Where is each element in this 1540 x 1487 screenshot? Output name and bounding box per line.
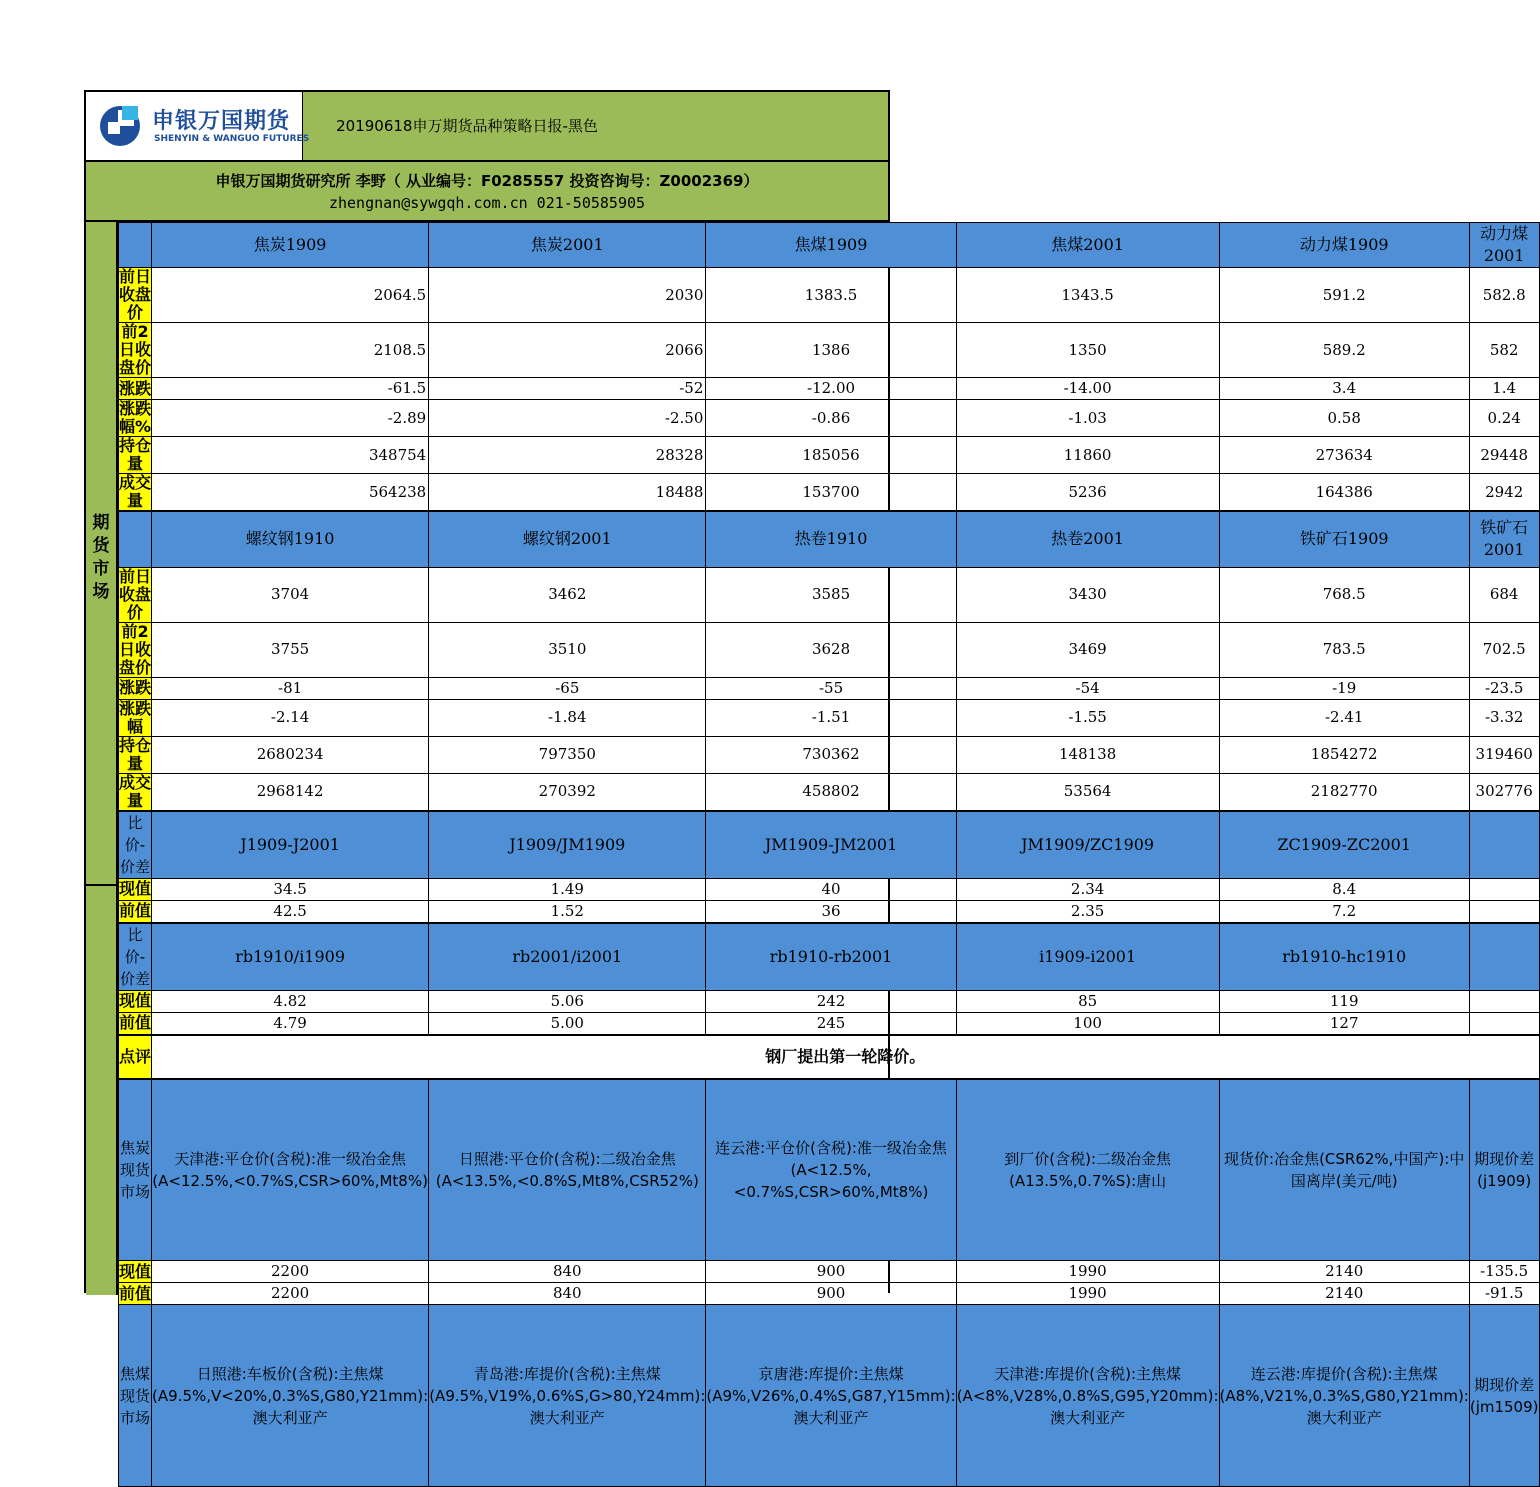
prev-value: 2140	[1219, 1283, 1469, 1305]
current-value: 1990	[956, 1261, 1219, 1283]
prev-value: 36	[706, 900, 956, 923]
value-cell: 797350	[429, 736, 706, 773]
value-cell: 1343.5	[956, 268, 1219, 323]
company-logo	[86, 92, 310, 160]
row-label: 涨跌幅%	[119, 399, 152, 436]
row-label: 前日收盘价	[119, 267, 152, 322]
prev-value: 1.52	[429, 900, 706, 923]
value-cell: 18488	[429, 474, 706, 512]
spread-item-header: rb2001/i2001	[429, 923, 706, 991]
block1-row	[119, 400, 1540, 437]
logo-mark-icon	[98, 104, 146, 148]
comment-label: 点评	[119, 1035, 152, 1079]
value-cell: -0.86	[706, 400, 956, 437]
prev-value: 2200	[152, 1283, 429, 1305]
value-cell: 2108.5	[152, 323, 429, 378]
prev-value: -91.5	[1469, 1283, 1539, 1305]
contact-line: zhengnan@sywgqh.com.cn 021-50585905	[328, 194, 646, 212]
value-cell: -52	[429, 378, 706, 400]
current-value: 4.82	[152, 990, 429, 1012]
report-title: 20190618申万期货品种策略日报-黑色	[336, 117, 598, 135]
block2-row	[119, 699, 1540, 736]
coal-spot-item: 日照港:车板价(含税):主焦煤(A9.5%,V<20%,0.3%S,G80,Y21mm):澳大利亚产	[152, 1305, 429, 1487]
coal-spot-item: 天津港:库提价(含税):主焦煤(A<8%,V28%,0.8%S,G95,Y20mm):澳大利亚产	[956, 1305, 1219, 1487]
coal-spot-item: 连云港:库提价(含税):主焦煤(A8%,V21%,0.3%S,G80,Y21mm):澳大利亚产	[1219, 1305, 1469, 1487]
block2-row	[119, 677, 1540, 699]
comment-row	[119, 1035, 1540, 1079]
value-cell: 1386	[706, 323, 956, 378]
row-label: 成交量	[119, 473, 152, 510]
spread-label: 比价-价差	[119, 811, 152, 879]
value-cell: -1.84	[429, 699, 706, 736]
value-cell: -2.14	[152, 699, 429, 736]
prev-value: 1990	[956, 1283, 1219, 1305]
current-value: 1.49	[429, 878, 706, 900]
row-label: 涨跌幅	[119, 698, 152, 736]
value-cell: 591.2	[1219, 268, 1469, 323]
value-cell: -81	[152, 677, 429, 699]
value-cell: 0.58	[1219, 400, 1469, 437]
spread2-header-row	[119, 923, 1540, 991]
value-cell: 1350	[956, 323, 1219, 378]
block1-header-corner	[119, 223, 152, 268]
current-value	[1469, 990, 1539, 1012]
spread-item-header	[1469, 811, 1539, 879]
value-cell: 164386	[1219, 474, 1469, 512]
current-value: -135.5	[1469, 1261, 1539, 1283]
current-value: 2140	[1219, 1261, 1469, 1283]
spread-item-header: rb1910/i1909	[152, 923, 429, 991]
current-label: 现值	[119, 1261, 152, 1281]
value-cell: 3510	[429, 622, 706, 677]
value-cell: 2968142	[152, 773, 429, 811]
spread1-current-row	[119, 878, 1540, 900]
value-cell: -55	[706, 677, 956, 699]
block1-row	[119, 323, 1540, 378]
coke-spot-item: 期现价差(j1909)	[1469, 1079, 1539, 1261]
current-value: 119	[1219, 990, 1469, 1012]
value-cell: 3430	[956, 567, 1219, 622]
spread-item-header: JM1909/ZC1909	[956, 811, 1219, 879]
value-cell: 0.24	[1469, 400, 1539, 437]
value-cell: 319460	[1469, 736, 1539, 773]
value-cell: 1854272	[1219, 736, 1469, 773]
author-band	[86, 162, 888, 222]
contract-header: 焦炭2001	[429, 223, 706, 268]
value-cell: 2942	[1469, 474, 1539, 512]
spread-item-header: ZC1909-ZC2001	[1219, 811, 1469, 879]
row-label: 成交量	[119, 772, 152, 810]
block2-header-row	[119, 511, 1540, 567]
spread-item-header: rb1910-hc1910	[1219, 923, 1469, 991]
comment-text: 钢厂提出第一轮降价。	[152, 1035, 1539, 1079]
value-cell: 53564	[956, 773, 1219, 811]
coal-spot-header-row	[119, 1305, 1540, 1487]
contract-header: 螺纹钢2001	[429, 511, 706, 567]
value-cell: 3.4	[1219, 378, 1469, 400]
prev-value: 4.79	[152, 1012, 429, 1035]
coke-spot-current-row	[119, 1261, 1540, 1283]
value-cell: 783.5	[1219, 622, 1469, 677]
row-label: 持仓量	[119, 735, 152, 773]
value-cell: 270392	[429, 773, 706, 811]
value-cell: -12.00	[706, 378, 956, 400]
spread-item-header	[1469, 923, 1539, 991]
value-cell: 564238	[152, 474, 429, 512]
contract-header: 铁矿石1909	[1219, 511, 1469, 567]
current-value: 2200	[152, 1261, 429, 1283]
spread-item-header: JM1909-JM2001	[706, 811, 956, 879]
value-cell: 2064.5	[152, 268, 429, 323]
contract-header: 动力煤1909	[1219, 223, 1469, 268]
value-cell: 702.5	[1469, 622, 1539, 677]
value-cell: 11860	[956, 437, 1219, 474]
coal-spot-label: 焦煤现货市场	[119, 1305, 152, 1487]
coke-spot-label: 焦炭现货市场	[119, 1079, 152, 1261]
prev-value: 127	[1219, 1012, 1469, 1035]
current-value: 34.5	[152, 878, 429, 900]
value-cell: 3462	[429, 567, 706, 622]
current-value: 85	[956, 990, 1219, 1012]
value-cell: -65	[429, 677, 706, 699]
contract-header: 铁矿石2001	[1469, 511, 1539, 567]
value-cell: 582.8	[1469, 268, 1539, 323]
block1-header-row	[119, 223, 1540, 268]
value-cell: 302776	[1469, 773, 1539, 811]
coal-spot-item: 期现价差(jm1509)	[1469, 1305, 1539, 1487]
block2-row	[119, 736, 1540, 773]
value-cell: 582	[1469, 323, 1539, 378]
current-value: 40	[706, 878, 956, 900]
value-cell: 589.2	[1219, 323, 1469, 378]
spread1-header-row	[119, 811, 1540, 879]
current-value: 242	[706, 990, 956, 1012]
spread-label: 比价-价差	[119, 923, 152, 991]
prev-label: 前值	[119, 1012, 152, 1035]
value-cell: -23.5	[1469, 677, 1539, 699]
current-label: 现值	[119, 879, 152, 898]
side-bar-futures	[86, 222, 118, 886]
value-cell: 1.4	[1469, 378, 1539, 400]
coke-spot-item: 现货价:冶金焦(CSR62%,中国产):中国离岸(美元/吨)	[1219, 1079, 1469, 1261]
contract-header: 焦煤2001	[956, 223, 1219, 268]
value-cell: 1383.5	[706, 268, 956, 323]
contract-header: 焦煤1909	[706, 223, 956, 268]
row-label: 持仓量	[119, 436, 152, 473]
logo-text-en: SHENYIN & WANGUO FUTURES	[154, 134, 310, 144]
futures-market-text: 期货市场	[92, 513, 110, 602]
block2-row	[119, 567, 1540, 622]
spread2-prev-row	[119, 1012, 1540, 1035]
spread1-prev-row	[119, 900, 1540, 923]
coke-spot-item: 日照港:平仓价(含税):二级冶金焦(A<13.5%,<0.8%S,Mt8%,CSR52%)	[429, 1079, 706, 1261]
prev-value: 42.5	[152, 900, 429, 923]
block1-row	[119, 474, 1540, 512]
value-cell: -2.41	[1219, 699, 1469, 736]
coke-spot-header-row	[119, 1079, 1540, 1261]
row-label: 涨跌	[119, 378, 152, 398]
row-label: 前日收盘价	[119, 566, 152, 622]
block1-row	[119, 378, 1540, 400]
coal-spot-item: 青岛港:库提价(含税):主焦煤(A9.5%,V19%,0.6%S,G>80,Y24mm):澳大利亚产	[429, 1305, 706, 1487]
block2-row	[119, 773, 1540, 811]
value-cell: 2680234	[152, 736, 429, 773]
value-cell: -1.03	[956, 400, 1219, 437]
current-value	[1469, 878, 1539, 900]
value-cell: 29448	[1469, 437, 1539, 474]
value-cell: 3704	[152, 567, 429, 622]
value-cell: 3585	[706, 567, 956, 622]
prev-value: 900	[706, 1283, 956, 1305]
value-cell: 3469	[956, 622, 1219, 677]
contract-header: 热卷1910	[706, 511, 956, 567]
value-cell: 2182770	[1219, 773, 1469, 811]
prev-value: 100	[956, 1012, 1219, 1035]
coke-spot-item: 到厂价(含税):二级冶金焦(A13.5%,0.7%S):唐山	[956, 1079, 1219, 1261]
spread2-current-row	[119, 990, 1540, 1012]
prev-value	[1469, 1012, 1539, 1035]
coke-spot-item: 连云港:平仓价(含税):准一级冶金焦(A<12.5%,<0.7%S,CSR>60%,Mt8%)	[706, 1079, 956, 1261]
row-label: 前2日收盘价	[119, 322, 152, 377]
value-cell: 768.5	[1219, 567, 1469, 622]
prev-value	[1469, 900, 1539, 923]
contract-header: 动力煤2001	[1469, 223, 1539, 268]
coke-spot-item: 天津港:平仓价(含税):准一级冶金焦(A<12.5%,<0.7%S,CSR>60%,Mt8%)	[152, 1079, 429, 1261]
current-value: 840	[429, 1261, 706, 1283]
logo-text-cn: 申银万国期货	[152, 109, 291, 134]
prev-value: 5.00	[429, 1012, 706, 1035]
block2-header-corner	[119, 511, 152, 567]
prev-value: 7.2	[1219, 900, 1469, 923]
author-line: 申银万国期货研究所 李野（ 从业编号：F0285557 投资咨询号：Z0002369）	[215, 172, 759, 190]
value-cell: -61.5	[152, 378, 429, 400]
value-cell: 3755	[152, 622, 429, 677]
value-cell: -54	[956, 677, 1219, 699]
current-value: 2.34	[956, 878, 1219, 900]
value-cell: -3.32	[1469, 699, 1539, 736]
prev-value: 245	[706, 1012, 956, 1035]
current-value: 8.4	[1219, 878, 1469, 900]
value-cell: -14.00	[956, 378, 1219, 400]
value-cell: -19	[1219, 677, 1469, 699]
block1-row	[119, 437, 1540, 474]
current-label: 现值	[119, 991, 152, 1010]
spread-item-header: i1909-i2001	[956, 923, 1219, 991]
contract-header: 焦炭1909	[152, 223, 429, 268]
value-cell: 273634	[1219, 437, 1469, 474]
report-sheet	[84, 90, 1539, 1427]
title-band	[86, 92, 888, 162]
side-bar-spot	[86, 886, 118, 1295]
current-value: 900	[706, 1261, 956, 1283]
futures-market-label	[86, 512, 116, 604]
coke-spot-prev-row	[119, 1283, 1540, 1305]
value-cell: 148138	[956, 736, 1219, 773]
block1-row	[119, 268, 1540, 323]
spread-item-header: J1909-J2001	[152, 811, 429, 879]
value-cell: 730362	[706, 736, 956, 773]
value-cell: -1.51	[706, 699, 956, 736]
value-cell: 2030	[429, 268, 706, 323]
contract-header: 螺纹钢1910	[152, 511, 429, 567]
value-cell: 153700	[706, 474, 956, 512]
current-value: 5.06	[429, 990, 706, 1012]
spread-item-header: J1909/JM1909	[429, 811, 706, 879]
spread-item-header: rb1910-rb2001	[706, 923, 956, 991]
value-cell: -2.50	[429, 400, 706, 437]
value-cell: -2.89	[152, 400, 429, 437]
coal-spot-item: 京唐港:库提价:主焦煤(A9%,V26%,0.4%S,G87,Y15mm):澳大利亚产	[706, 1305, 956, 1487]
value-cell: 3628	[706, 622, 956, 677]
contract-header: 热卷2001	[956, 511, 1219, 567]
value-cell: 28328	[429, 437, 706, 474]
prev-value: 2.35	[956, 900, 1219, 923]
row-label: 前2日收盘价	[119, 621, 152, 677]
data-table	[118, 222, 1540, 1487]
prev-label: 前值	[119, 900, 152, 923]
value-cell: 684	[1469, 567, 1539, 622]
block2-row	[119, 622, 1540, 677]
row-label: 涨跌	[119, 678, 152, 697]
value-cell: 185056	[706, 437, 956, 474]
prev-value: 840	[429, 1283, 706, 1305]
value-cell: 348754	[152, 437, 429, 474]
value-cell: 458802	[706, 773, 956, 811]
prev-label: 前值	[119, 1283, 152, 1303]
value-cell: 2066	[429, 323, 706, 378]
value-cell: -1.55	[956, 699, 1219, 736]
value-cell: 5236	[956, 474, 1219, 512]
